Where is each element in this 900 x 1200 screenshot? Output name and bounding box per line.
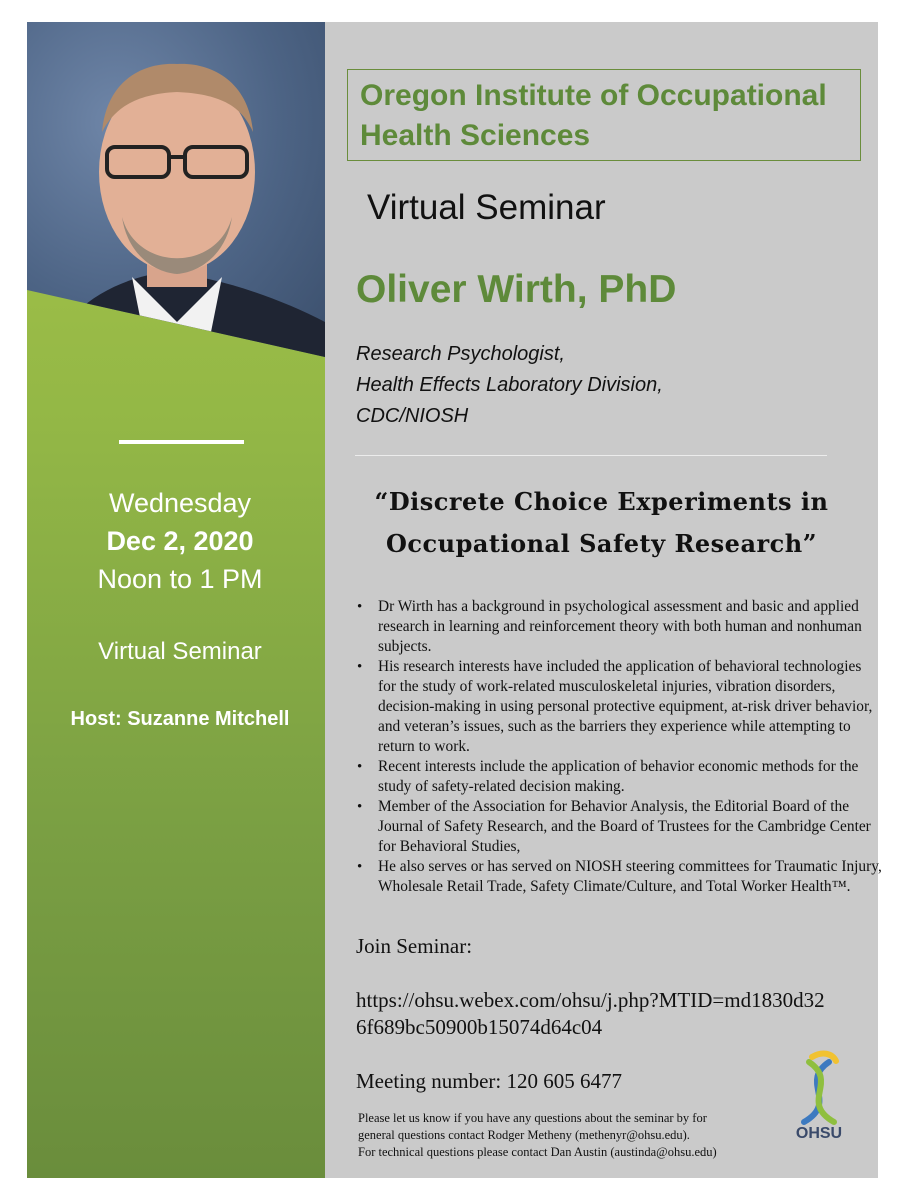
event-host: Host: Suzanne Mitchell — [70, 708, 290, 730]
talk-title-line: Occupational Safety Research” — [385, 529, 818, 558]
talk-title — [325, 481, 878, 565]
speaker-title-line: Health Effects Laboratory Division, — [356, 374, 663, 396]
speaker-title — [356, 339, 663, 432]
bio-item: • Member of the Association for Behavior Analysis, the Editorial Board of the Journal of Safety Research, and the Board of Trustees for the Cambridge Center for Behavioral Studies, — [378, 797, 883, 857]
decorative-divider — [119, 440, 244, 444]
ohsu-logo — [784, 1047, 854, 1152]
contact-line: For technical questions please contact Dan Austin (austinda@ohsu.edu) — [358, 1145, 717, 1159]
bio-item: • He also serves or has served on NIOSH steering committees for Traumatic Injury, Wholesale Retail Trade, Safety Climate/Culture, and Total Worker Health™. — [378, 857, 883, 897]
speaker-photo — [27, 22, 325, 357]
speaker-name: Oliver Wirth, PhD — [356, 268, 677, 311]
speaker-title-line: Research Psychologist, — [356, 343, 565, 365]
seminar-heading: Virtual Seminar — [367, 188, 606, 227]
event-format: Virtual Seminar — [98, 638, 262, 665]
join-link[interactable]: https://ohsu.webex.com/ohsu/j.php?MTID=md1830d326f689bc50900b15074d64c04 — [356, 988, 825, 1039]
right-panel — [325, 22, 882, 1178]
meeting-number: Meeting number: 120 605 6477 — [356, 1069, 622, 1093]
event-day: Wednesday — [108, 488, 252, 518]
event-date: Dec 2, 2020 — [106, 526, 254, 556]
bio-item: • His research interests have included the application of behavioral technologies for the study of work-related musculoskeletal injuries, vibration disorders, decision-making in using personal protective equipment, at-risk driver behavior, and veteran’s issues, such as the barriers they experience while attempting to return to work. — [378, 657, 883, 757]
join-label: Join Seminar: — [356, 934, 473, 958]
contact-info — [358, 1110, 778, 1161]
event-datetime — [27, 484, 325, 598]
bio-item: • Recent interests include the application of behavior economic methods for the study of safety-related decision making. — [378, 757, 883, 797]
institute-name: Oregon Institute of Occupational Health Sciences — [360, 79, 827, 152]
contact-line: general questions contact Rodger Metheny (methenyr@ohsu.edu). — [358, 1128, 690, 1142]
talk-title-line: “Discrete Choice Experiments in — [374, 487, 829, 516]
section-divider — [355, 455, 827, 456]
institute-banner — [347, 69, 861, 161]
event-time: Noon to 1 PM — [97, 564, 263, 594]
speaker-title-line: CDC/NIOSH — [356, 405, 469, 427]
bio-list — [355, 597, 883, 897]
ohsu-logo-icon — [784, 1047, 854, 1127]
left-panel — [27, 22, 325, 1178]
ohsu-logo-text: OHSU — [795, 1125, 843, 1142]
contact-line: Please let us know if you have any questions about the seminar by for — [358, 1111, 707, 1125]
bio-item: • Dr Wirth has a background in psychological assessment and basic and applied research in learning and reinforcement theory with both human and nonhuman subjects. — [378, 597, 883, 657]
seminar-flyer — [27, 22, 882, 1178]
